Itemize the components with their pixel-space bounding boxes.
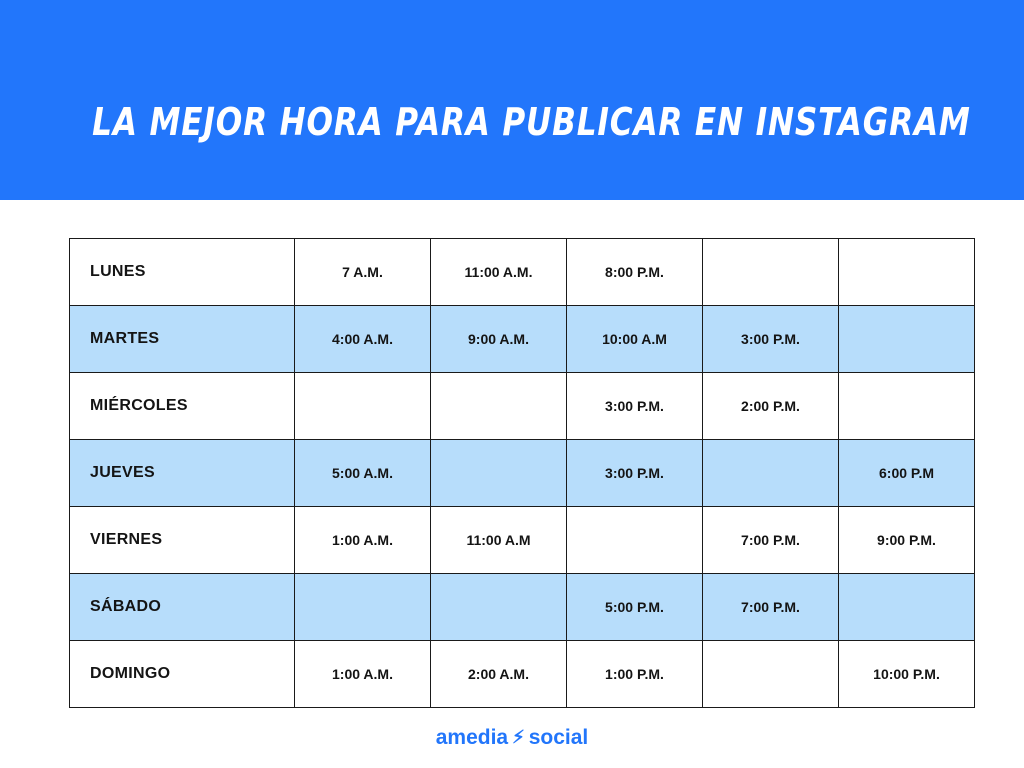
time-cell: [295, 574, 431, 641]
time-cell: 10:00 A.M: [567, 306, 703, 373]
time-cell: 7 A.M.: [295, 239, 431, 306]
day-label: VIERNES: [70, 507, 295, 574]
brand-logo: [0, 726, 1024, 750]
time-cell: [431, 574, 567, 641]
table-row: [70, 574, 975, 641]
time-cell: 5:00 A.M.: [295, 440, 431, 507]
time-cell: [839, 239, 975, 306]
table-row: [70, 641, 975, 708]
day-label: LUNES: [70, 239, 295, 306]
time-cell: [839, 574, 975, 641]
time-cell: [295, 373, 431, 440]
day-label: SÁBADO: [70, 574, 295, 641]
lightning-bolt-icon: ⚡︎: [512, 727, 525, 747]
time-cell: 9:00 A.M.: [431, 306, 567, 373]
table-row: [70, 507, 975, 574]
page-title: LA MEJOR HORA PARA PUBLICAR EN INSTAGRAM: [92, 100, 971, 144]
table-row: [70, 239, 975, 306]
time-cell: 3:00 P.M.: [703, 306, 839, 373]
time-cell: 3:00 P.M.: [567, 373, 703, 440]
time-cell: 2:00 P.M.: [703, 373, 839, 440]
day-label: DOMINGO: [70, 641, 295, 708]
time-cell: [567, 507, 703, 574]
time-cell: 1:00 A.M.: [295, 641, 431, 708]
time-cell: [703, 641, 839, 708]
table-row: [70, 373, 975, 440]
time-cell: 3:00 P.M.: [567, 440, 703, 507]
time-cell: 7:00 P.M.: [703, 507, 839, 574]
time-cell: 2:00 A.M.: [431, 641, 567, 708]
time-cell: [431, 373, 567, 440]
time-cell: 1:00 P.M.: [567, 641, 703, 708]
time-cell: 7:00 P.M.: [703, 574, 839, 641]
time-cell: 4:00 A.M.: [295, 306, 431, 373]
time-cell: 6:00 P.M: [839, 440, 975, 507]
time-cell: 11:00 A.M: [431, 507, 567, 574]
table-row: [70, 440, 975, 507]
posting-times-table: [69, 238, 975, 708]
brand-name-right: social: [528, 726, 589, 749]
time-cell: 11:00 A.M.: [431, 239, 567, 306]
time-cell: 10:00 P.M.: [839, 641, 975, 708]
time-cell: [703, 440, 839, 507]
time-cell: 1:00 A.M.: [295, 507, 431, 574]
header-banner: [0, 0, 1024, 200]
day-label: JUEVES: [70, 440, 295, 507]
time-cell: [839, 306, 975, 373]
time-cell: [839, 373, 975, 440]
day-label: MIÉRCOLES: [70, 373, 295, 440]
brand-name-left: amedia: [435, 726, 509, 749]
time-cell: [431, 440, 567, 507]
day-label: MARTES: [70, 306, 295, 373]
time-cell: 9:00 P.M.: [839, 507, 975, 574]
time-cell: 5:00 P.M.: [567, 574, 703, 641]
schedule-body: [70, 239, 975, 708]
table-row: [70, 306, 975, 373]
time-cell: 8:00 P.M.: [567, 239, 703, 306]
time-cell: [703, 239, 839, 306]
